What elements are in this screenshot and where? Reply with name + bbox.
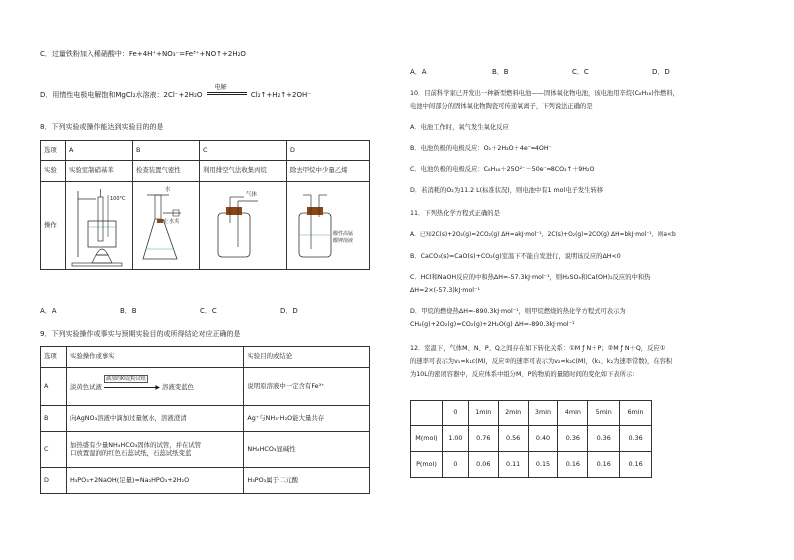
q8-header-cell: D <box>287 141 370 161</box>
q9-conclusion: H₃PO₃属于二元酸 <box>244 468 370 494</box>
airtightness-flask-figure <box>133 183 199 269</box>
q8-figure-c-cell <box>200 182 287 270</box>
q12-line1: 12．室温下，气体M、N、P、Q之间存在如下转化关系：①M ƒ N＋P；②M ƒ N＋Q，反应① <box>410 345 666 352</box>
q12-cell: 0.36 <box>620 426 652 452</box>
q7-option-c: C．过量铁粉加入稀硝酸中：Fe+4H⁺+NO₃⁻=Fe³⁺+NO↑+2H₂O <box>40 50 246 58</box>
electrolysis-label: 电解 <box>214 84 227 91</box>
q7d-prefix: D．用惰性电极电解饱和MgCl₂水溶液：2Cl⁻+2H₂O <box>40 91 203 99</box>
q9-operation <box>66 432 243 468</box>
q12-cell: 0.16 <box>620 452 652 478</box>
q8-figure-a-cell <box>66 182 133 270</box>
q10-stem-line1: 10．目前科学家已开发出一种新型燃料电池——固体氧化物电池，该电池用辛烷(C₈H₁₈)作燃料， <box>410 90 679 97</box>
q9a-pre: 淡黄色试液 <box>69 382 102 391</box>
q12-line3: 为10L的密闭容器中，反应体系中组分M、P的物质的量随时间的变化如下表所示： <box>410 371 639 378</box>
q12-cell: 0.16 <box>588 452 620 478</box>
q12-cell: 1.00 <box>442 426 468 452</box>
solution-label-1: 酸性高锰 <box>333 230 354 237</box>
q8-purpose-c: 利用排空气法收集丙烷 <box>200 161 287 182</box>
q8-purpose-d: 除去甲烷中少量乙烯 <box>287 161 370 182</box>
q9-conclusion: NH₄HCO₃显碱性 <box>244 432 370 468</box>
q12-header-cell: 5min <box>588 401 620 426</box>
q9a-reagent-arrow: 滴加的KI淀粉试纸 ▶ <box>105 375 160 391</box>
q7d-suffix: Cl₂↑+H₂↑+2OH⁻ <box>250 91 311 99</box>
q8-header-cell: B <box>133 141 200 161</box>
left-column <box>40 0 370 560</box>
q8-header-cell: A <box>66 141 133 161</box>
q9-option-label: A <box>41 368 67 406</box>
q12-cell: 0.11 <box>498 452 528 478</box>
q12-header-cell: 4min <box>558 401 588 426</box>
q9c-line-1: 加热盛有少量NH₄HCO₃固体的试管，并在试管 <box>69 440 202 449</box>
q9a-reagent-label: 滴加的KI淀粉试纸 <box>105 375 146 382</box>
q9-row <box>41 432 370 468</box>
q11-option-d-line2: CH₄(g)+2O₂(g)=CO₂(g)+2H₂O(g) ΔH=-890.3kJ·mol⁻¹ <box>410 321 575 328</box>
q12-header-row <box>411 401 652 426</box>
q9-answer-c: C．C <box>572 68 589 76</box>
q12-header-cell: 1min <box>468 401 498 426</box>
q8-answer-c: C．C <box>200 307 217 315</box>
q12-cell: 0.36 <box>588 426 620 452</box>
q10-option-a: A．电池工作时，氧气发生氧化反应 <box>410 124 509 131</box>
temperature-label: 100°C <box>110 195 126 202</box>
q12-header-cell: 0 <box>442 401 468 426</box>
q8-answer-b: B．B <box>120 307 137 315</box>
gas-washing-bottle-figure <box>287 183 369 269</box>
clamp-label: 止水夹 <box>163 218 180 225</box>
q9-option-label: C <box>41 432 67 468</box>
q9-operation: 向AgNO₃溶液中滴加过量氨水，溶液澄清 <box>66 406 243 432</box>
q11-option-b: B．CaCO₃(s)=CaO(s)+CO₂(g)室温下不能自发进行，说明该反应的ΔH<0 <box>410 253 621 260</box>
q9-row <box>41 368 370 406</box>
q9-option-label: D <box>41 468 67 494</box>
q9-header-cell: 选项 <box>41 347 67 368</box>
q8-header-row <box>41 141 370 161</box>
q9-header-row <box>41 347 370 368</box>
q12-cell: 0.06 <box>468 452 498 478</box>
q12-cell: 0.56 <box>498 426 528 452</box>
q11-option-c-line1: C．HCl和NaOH反应的中和热ΔH=-57.3kJ·mol⁻¹，则H₂SO₄和Ca(OH)₂反应的中和热 <box>410 274 651 281</box>
q9-conclusion: 说明原溶液中一定含有Fe³⁺ <box>244 368 370 406</box>
q8-table <box>40 140 370 270</box>
q10-option-c: C．电池负极的电极反应：C₈H₁₈＋25O²⁻－50e⁻═8CO₂↑＋9H₂O <box>410 166 595 173</box>
q10-option-b: B．电池负极的电极反应：O₂＋2H₂O＋4e⁻═4OH⁻ <box>410 145 552 152</box>
q8-purpose-row <box>41 161 370 182</box>
q12-cell: M(mol) <box>411 426 443 452</box>
q9-conclusion: Ag⁺与NH₃·H₂O能大量共存 <box>244 406 370 432</box>
q12-cell: 0.15 <box>528 452 558 478</box>
q9c-line-2: 口放置湿润的红色石蕊试纸，石蕊试纸变蓝 <box>69 448 192 457</box>
q8-purpose-b: 检查装置气密性 <box>133 161 200 182</box>
q8-figure-b-cell <box>133 182 200 270</box>
q10-stem-line2: 电池中间部分的固体氧化物陶瓷可传递氧离子，下列说法正确的是 <box>410 103 593 110</box>
q8-header-cell: 选项 <box>41 141 66 161</box>
q9-operation: H₃PO₃+2NaOH(足量)=Na₂HPO₃+2H₂O <box>66 468 243 494</box>
q12-cell: 0.16 <box>558 452 588 478</box>
q12-cell: 0.40 <box>528 426 558 452</box>
q9-header-cell: 实验目的或结论 <box>244 347 370 368</box>
q8-answer-a: A．A <box>40 307 57 315</box>
q11-option-c-line2: ΔH=2×(-57.3)kJ·mol⁻¹ <box>410 287 480 294</box>
q9-answer-d: D．D <box>652 68 670 76</box>
q12-cell: 0.76 <box>468 426 498 452</box>
q9-operation <box>66 368 243 406</box>
q11-option-a: A．已知2C(s)+2O₂(g)=2CO₂(g) ΔH=akJ·mol⁻¹，2C(s)+O₂(g)=2CO(g) ΔH=bkJ·mol⁻¹，则a<b <box>410 232 676 238</box>
water-label: 水 <box>165 186 171 193</box>
q9-row <box>41 406 370 432</box>
gas-collection-bottle-figure <box>200 183 286 269</box>
q7-option-d <box>40 84 311 99</box>
q9-stem: 9．下列实验操作或事实与预期实验目的或所得结论对应正确的是 <box>40 330 241 338</box>
q11-stem: 11．下列热化学方程式正确的是 <box>410 210 500 217</box>
q9-answer-b: B．B <box>492 68 509 76</box>
q9-answer-a: A．A <box>410 68 427 76</box>
q12-header-cell <box>411 401 443 426</box>
q8-header-cell: C <box>200 141 287 161</box>
gas-label: 气体 <box>246 191 258 198</box>
right-column <box>410 0 755 560</box>
q9-option-label: B <box>41 406 67 432</box>
solution-label-2: 酸钾溶液 <box>333 237 354 244</box>
q9-row <box>41 468 370 494</box>
q9a-post: 溶液变蓝色 <box>161 382 194 391</box>
q12-cell: P(mol) <box>411 452 443 478</box>
q12-data-table <box>410 400 652 478</box>
q8-row-label: 操作 <box>41 182 66 270</box>
q12-header-cell: 2min <box>498 401 528 426</box>
q11-option-d-line1: D．甲烷的燃烧热ΔH=-890.3kJ·mol⁻¹，则甲烷燃烧的热化学方程式可表示为 <box>410 308 626 315</box>
q12-header-cell: 6min <box>620 401 652 426</box>
q8-figure-d-cell <box>287 182 370 270</box>
q8-operation-row <box>41 182 370 270</box>
q10-option-d: D．若消耗的O₂为11.2 L(标准状况)，则电池中有1 mol电子发生转移 <box>410 187 604 194</box>
q9-table <box>40 346 370 494</box>
q12-line2: 的速率可表示为v₁=k₁c(M)，反应②的速率可表示为v₂=k₂c(M)，(k₁、k₂为速率常数)，在容积 <box>410 358 673 365</box>
q12-cell: 0 <box>442 452 468 478</box>
q8-stem: 8．下列实验或操作能达到实验目的的是 <box>40 123 164 131</box>
q8-purpose-a: 实验室制硝基苯 <box>66 161 133 182</box>
q9-header-cell: 实验操作或事实 <box>66 347 243 368</box>
q12-header-cell: 3min <box>528 401 558 426</box>
q12-cell: 0.36 <box>558 426 588 452</box>
q8-answer-d: D．D <box>280 307 298 315</box>
electrolysis-arrow <box>205 84 249 99</box>
q12-row-p <box>411 452 652 478</box>
q12-row-m <box>411 426 652 452</box>
q8-row-label: 实验 <box>41 161 66 182</box>
